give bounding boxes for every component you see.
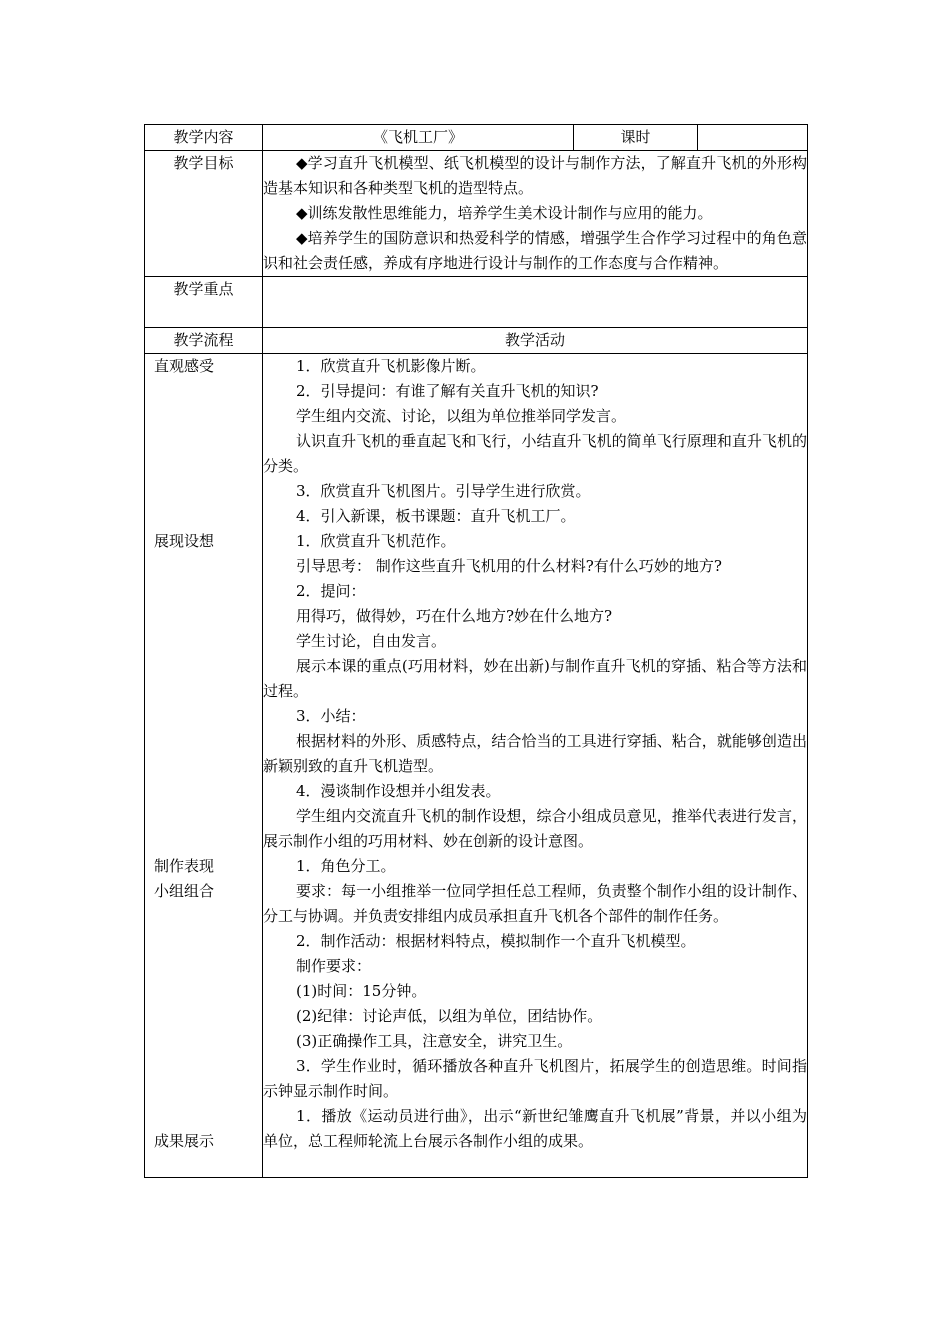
activity-line: 1．欣赏直升飞机影像片断。 — [296, 357, 486, 375]
section-title: 展现设想 — [154, 532, 215, 550]
activity-line: (3)正确操作工具，注意安全，讲究卫生。 — [296, 1032, 573, 1050]
activity-line: (1)时间：15分钟。 — [296, 982, 427, 1000]
activity-line: 1．角色分工。 — [296, 857, 396, 875]
activity-line: 学生组内交流直升飞机的制作设想，综合小组成员意见，推举代表进行发言，展示制作小组的巧用材料、妙在创新的设计意图。 — [263, 807, 807, 850]
activity-line: 根据材料的外形、质感特点，结合恰当的工具进行穿插、粘合，就能够创造出新颖别致的直升飞机造型。 — [263, 732, 807, 775]
activity-line: 3．小结： — [296, 707, 366, 725]
section-title: 成果展示 — [154, 1132, 215, 1150]
activity-line: 4．漫谈制作设想并小组发表。 — [296, 782, 501, 800]
objectives-label: 教学目标 — [145, 151, 263, 277]
period-value — [698, 125, 808, 151]
activity-line: 认识直升飞机的垂直起飞和飞行，小结直升飞机的简单飞行原理和直升飞机的分类。 — [263, 432, 807, 475]
activity-line: 2．制作活动：根据材料特点，模拟制作一个直升飞机模型。 — [296, 932, 696, 950]
period-label: 课时 — [574, 125, 698, 151]
key-points-label: 教学重点 — [145, 277, 263, 328]
activity-line: 1．播放《运动员进行曲》，出示“新世纪雏鹰直升飞机展”背景，并以小组为单位，总工程师轮流上台展示各制作小组的成果。 — [263, 1107, 807, 1150]
objectives-cell — [263, 151, 808, 277]
activity-line: 3．学生作业时，循环播放各种直升飞机图片，拓展学生的创造思维。时间指示钟显示制作时间。 — [263, 1057, 807, 1100]
activity-line: 要求：每一小组推举一位同学担任总工程师，负责整个制作小组的设计制作、分工与协调。并负责安排组内成员承担直升飞机各个部件的制作任务。 — [263, 882, 807, 925]
objective-item: ◆培养学生的国防意识和热爱科学的情感，增强学生合作学习过程中的角色意识和社会责任感，养成有序地进行设计与制作的工作态度与合作精神。 — [263, 229, 807, 272]
activities-cell — [263, 354, 808, 1178]
section-subtitle: 小组组合 — [154, 882, 215, 900]
activity-line: 用得巧，做得妙，巧在什么地方?妙在什么地方? — [296, 607, 613, 625]
activity-line: 2．提问： — [296, 582, 366, 600]
activity-line: 学生组内交流、讨论，以组为单位推举同学发言。 — [296, 407, 627, 425]
activity-line: 4．引入新课，板书课题：直升飞机工厂。 — [296, 507, 576, 525]
flow-header-row — [145, 328, 808, 354]
activity-line: 学生讨论，自由发言。 — [296, 632, 447, 650]
objective-item: ◆训练发散性思维能力，培养学生美术设计制作与应用的能力。 — [296, 204, 713, 222]
activity-label: 教学活动 — [263, 328, 808, 354]
key-points-value — [263, 277, 808, 328]
activity-line: 展示本课的重点(巧用材料，妙在出新)与制作直升飞机的穿插、粘合等方法和过程。 — [263, 657, 807, 700]
lesson-plan-table — [144, 124, 808, 1178]
header-row — [145, 125, 808, 151]
activity-line: 制作要求： — [296, 957, 372, 975]
activity-line: 引导思考： 制作这些直升飞机用的什么材料?有什么巧妙的地方? — [296, 557, 722, 575]
flow-content-row — [145, 354, 808, 1178]
section-title: 制作表现 — [154, 857, 215, 875]
content-label: 教学内容 — [145, 125, 263, 151]
objective-item: ◆学习直升飞机模型、纸飞机模型的设计与制作方法，了解直升飞机的外形构造基本知识和各种类型飞机的造型特点。 — [263, 154, 807, 197]
key-points-row — [145, 277, 808, 328]
section-title: 直观感受 — [154, 357, 215, 375]
activity-line: 2．引导提问：有谁了解有关直升飞机的知识? — [296, 382, 599, 400]
section-column — [145, 354, 263, 1178]
content-value: 《飞机工厂》 — [263, 125, 574, 151]
activity-line: (2)纪律：讨论声低，以组为单位，团结协作。 — [296, 1007, 603, 1025]
activity-line: 1．欣赏直升飞机范作。 — [296, 532, 456, 550]
objectives-row — [145, 151, 808, 277]
activity-line: 3．欣赏直升飞机图片。引导学生进行欣赏。 — [296, 482, 591, 500]
flow-label: 教学流程 — [145, 328, 263, 354]
